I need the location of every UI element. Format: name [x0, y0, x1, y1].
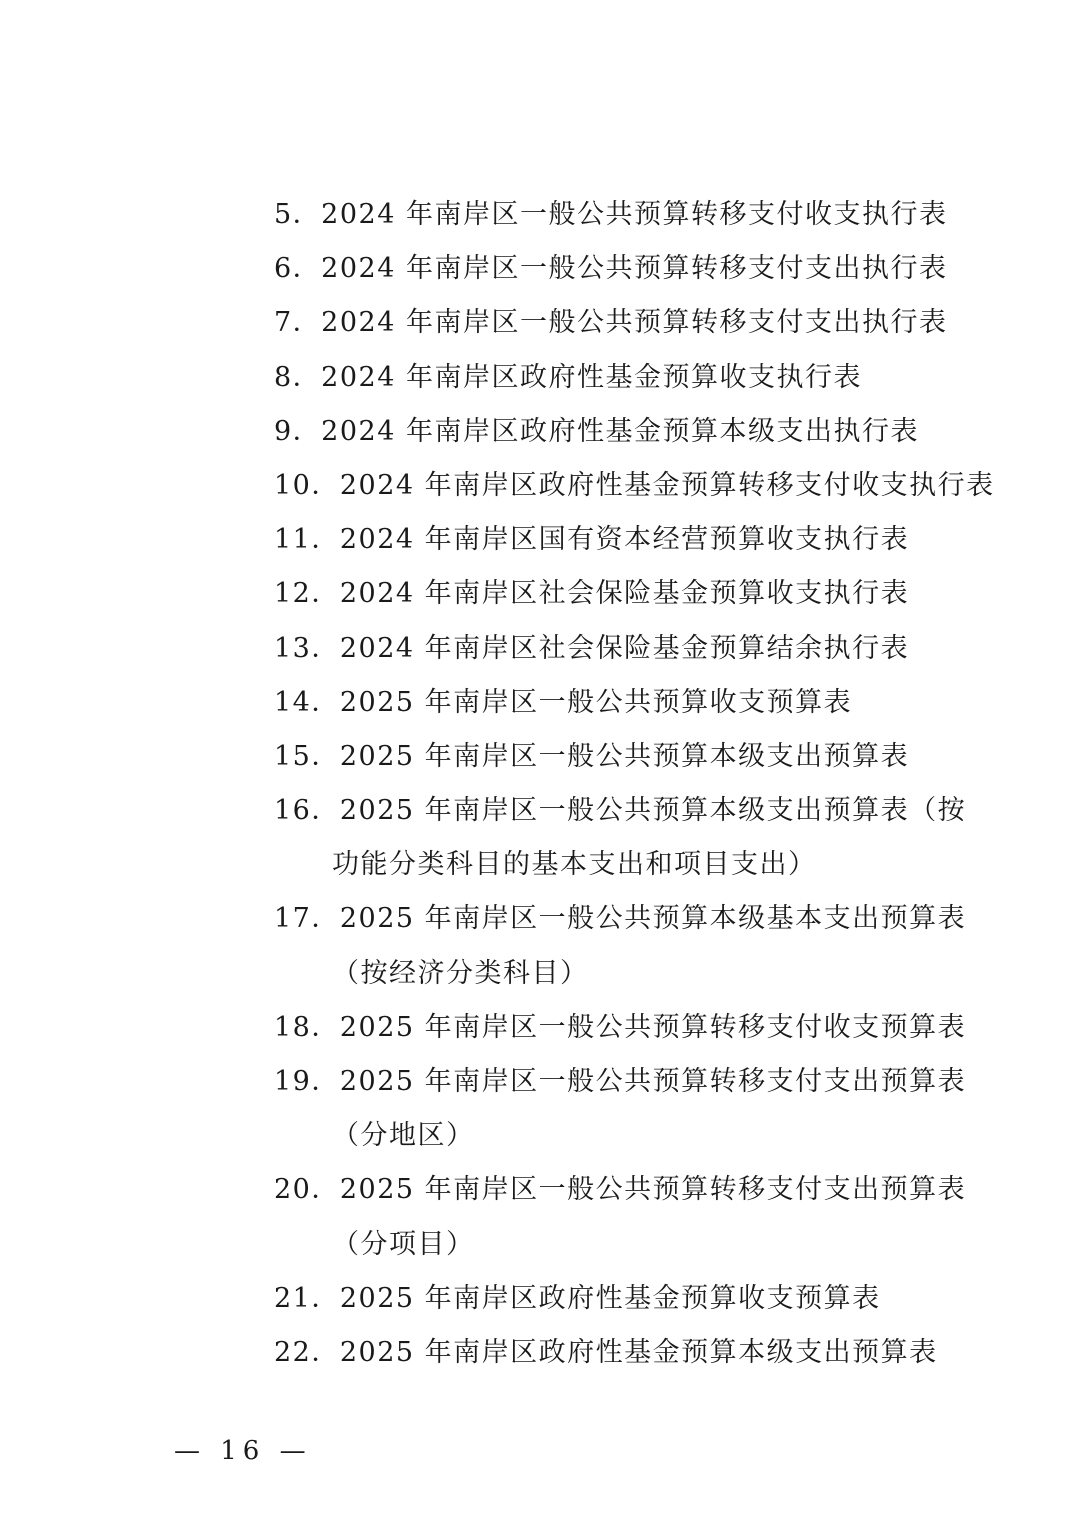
list-item: 13．2024 年南岸区社会保险基金预算结余执行表: [274, 632, 910, 664]
list-item: 14．2025 年南岸区一般公共预算收支预算表: [274, 686, 853, 718]
list-item-continuation: （分地区）: [332, 1120, 475, 1152]
list-item: 21．2025 年南岸区政府性基金预算收支预算表: [274, 1282, 881, 1314]
list-item: 6．2024 年南岸区一般公共预算转移支付支出执行表: [274, 253, 948, 285]
list-item: 22．2025 年南岸区政府性基金预算本级支出预算表: [274, 1336, 938, 1368]
list-item: 15．2025 年南岸区一般公共预算本级支出预算表: [274, 740, 910, 772]
list-item-continuation: 功能分类科目的基本支出和项目支出）: [332, 849, 817, 881]
attachment-list: [274, 188, 995, 1380]
list-item: 16．2025 年南岸区一般公共预算本级支出预算表（按: [274, 795, 967, 827]
list-item: 9．2024 年南岸区政府性基金预算本级支出执行表: [274, 415, 919, 447]
list-item: 8．2024 年南岸区政府性基金预算收支执行表: [274, 361, 862, 393]
list-item-continuation: （按经济分类科目）: [332, 957, 589, 989]
page-number: — 16 —: [174, 1436, 312, 1466]
list-item: 18．2025 年南岸区一般公共预算转移支付收支预算表: [274, 1011, 967, 1043]
list-item: 12．2024 年南岸区社会保险基金预算收支执行表: [274, 578, 910, 610]
list-item: 10．2024 年南岸区政府性基金预算转移支付收支执行表: [274, 469, 995, 501]
list-item: 11．2024 年南岸区国有资本经营预算收支执行表: [274, 524, 910, 556]
list-item: 17．2025 年南岸区一般公共预算本级基本支出预算表: [274, 903, 967, 935]
list-item: 5．2024 年南岸区一般公共预算转移支付收支执行表: [274, 199, 948, 230]
list-item-continuation: （分项目）: [332, 1228, 475, 1260]
list-item: 7．2024 年南岸区一般公共预算转移支付支出执行表: [274, 307, 948, 339]
list-item: 20．2025 年南岸区一般公共预算转移支付支出预算表: [274, 1174, 967, 1206]
list-item: 19．2025 年南岸区一般公共预算转移支付支出预算表: [274, 1066, 967, 1097]
